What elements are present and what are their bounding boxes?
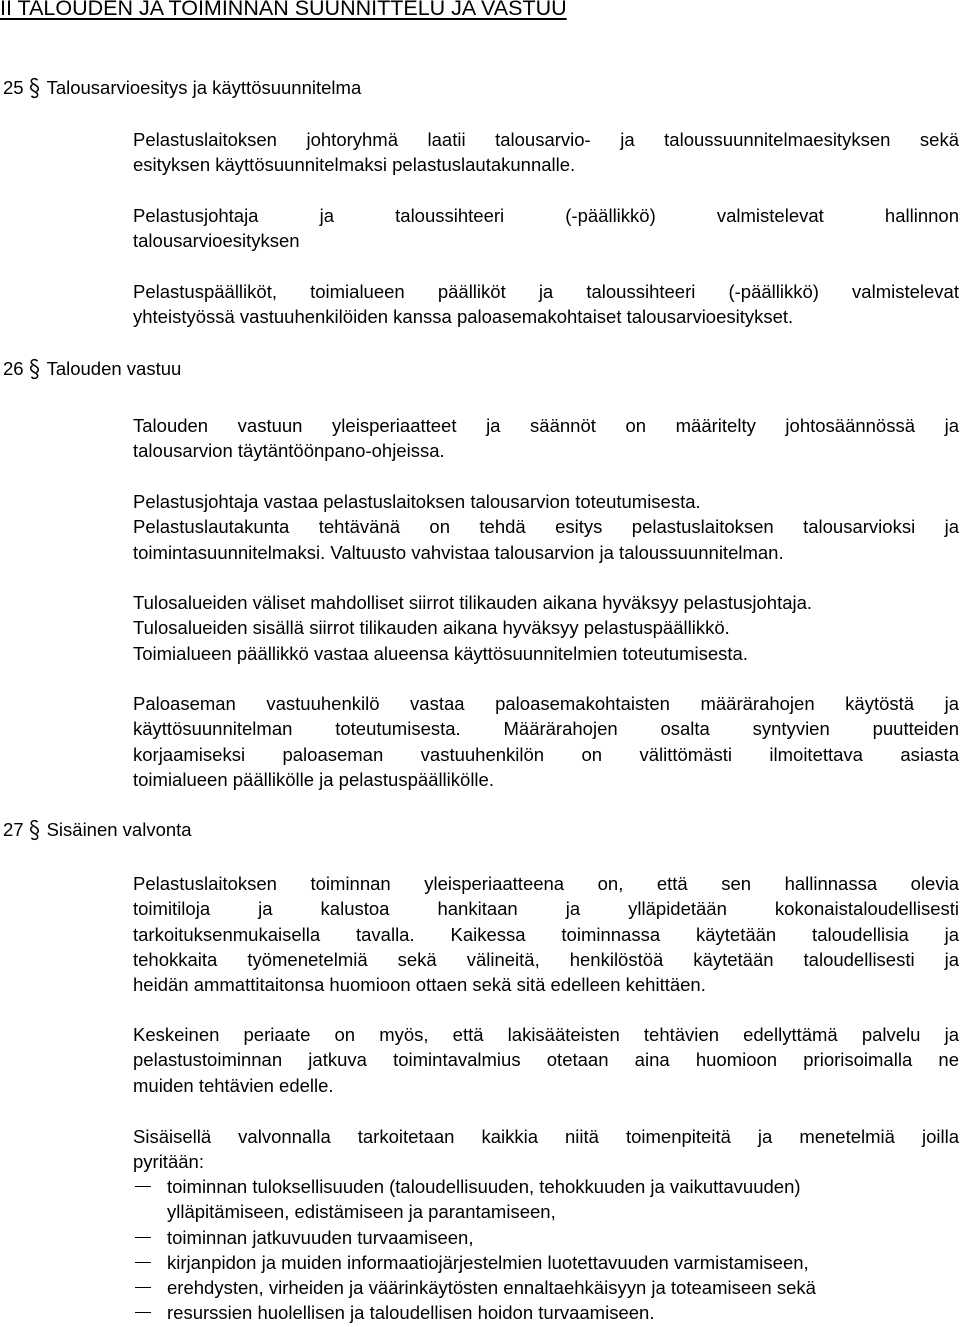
text-line: Pelastuslaitoksen toiminnan yleisperiaatteena on, että sen hallinnassa olevia: [133, 873, 959, 894]
text-line: Paloaseman vastuuhenkilö vastaa paloasemakohtaisten määrärahojen käytöstä ja: [133, 693, 959, 714]
text-line: Tulosalueiden väliset mahdolliset siirrot tilikauden aikana hyväksyy pelastusjohtaja.: [133, 592, 813, 613]
section-sign-icon: [27, 77, 42, 99]
text-line: Pelastuspäälliköt, toimialueen päälliköt ja taloussihteeri (-päällikkö) valmistelevat: [133, 281, 959, 302]
text-line: Keskeinen periaate on myös, että lakisääteisten tehtävien edellyttämä palvelu ja: [133, 1024, 959, 1045]
text-line: korjaamiseksi paloaseman vastuuhenkilön on välittömästi ilmoitettava asiasta: [133, 743, 959, 765]
section-title: Talousarvioesitys ja käyttösuunnitelma: [46, 77, 362, 98]
paragraph: [133, 279, 959, 330]
paragraph: [133, 1022, 959, 1098]
text-line: Talouden vastuun yleisperiaatteet ja säännöt on määritelty johtosäännössä ja: [133, 415, 959, 436]
list-item: [133, 1250, 959, 1275]
text-line: pyritään:: [133, 1151, 204, 1173]
paragraph: [133, 413, 959, 464]
text-line: tehokkaita työmenetelmiä sekä välineitä, henkilöstöä käytetään taloudellisesti ja: [133, 948, 959, 970]
section-number: 27: [3, 819, 24, 840]
text-line: resurssien huolellisen ja taloudellisen hoidon turvaamiseen.: [167, 1302, 655, 1324]
text-line: Sisäisellä valvonnalla tarkoitetaan kaikkia niitä toimenpiteitä ja menetelmiä joilla: [133, 1126, 959, 1147]
text-line: Pelastusjohtaja vastaa pelastuslaitoksen talousarvion toteutumisesta.: [133, 491, 701, 512]
dash-bullet-icon: [135, 1262, 151, 1263]
section-sign-icon: [27, 819, 42, 841]
dash-bullet-icon: [135, 1312, 151, 1313]
text-line: toimitiloja ja kalustoa hankitaan ja ylläpidetään kokonaistaloudellisesti: [133, 898, 959, 920]
text-line: Toimialueen päällikkö vastaa alueensa käyttösuunnitelmien toteutumisesta.: [133, 642, 748, 664]
section-number: 26: [3, 358, 24, 379]
text-line: Pelastusjohtaja ja taloussihteeri (-päällikkö) valmistelevat hallinnon: [133, 205, 959, 226]
text-line: yhteistyössä vastuuhenkilöiden kanssa paloasemakohtaiset talousarvioesitykset.: [133, 306, 794, 328]
dash-bullet-icon: [135, 1237, 151, 1238]
text-line: Pelastuslautakunta tehtävänä on tehdä esitys pelastuslaitoksen talousarvioksi ja: [133, 516, 959, 538]
dash-bullet-icon: [135, 1186, 151, 1187]
section-sign-icon: [27, 358, 42, 380]
text-line: erehdysten, virheiden ja väärinkäytösten ennaltaehkäisyyn ja toteamiseen sekä: [167, 1277, 816, 1299]
text-line: toiminnan jatkuvuuden turvaamiseen,: [167, 1226, 474, 1248]
text-line: tarkoituksenmukaisella tavalla. Kaikessa toiminnassa käytetään taloudellisia ja: [133, 923, 959, 945]
paragraph: [133, 871, 959, 997]
section-heading-27: [3, 818, 192, 842]
text-line: ylläpitämiseen, edistämiseen ja parantamiseen,: [167, 1201, 556, 1223]
list-item: [133, 1300, 959, 1325]
page-title: II TALOUDEN JA TOIMINNAN SUUNNITTELU JA VASTUU: [0, 0, 567, 20]
paragraph: [133, 1124, 959, 1175]
list-item: [133, 1275, 959, 1300]
list-item: [133, 1225, 959, 1250]
list-item: [133, 1174, 959, 1225]
text-line: kirjanpidon ja muiden informaatiojärjestelmien luotettavuuden varmistamiseen,: [167, 1251, 809, 1273]
text-line: esityksen käyttösuunnitelmaksi pelastuslautakunnalle.: [133, 154, 576, 176]
paragraph: [133, 203, 959, 254]
text-line: muiden tehtävien edelle.: [133, 1074, 334, 1096]
paragraph: [133, 590, 959, 666]
text-line: toimialueen päällikölle ja pelastuspäällikölle.: [133, 768, 494, 790]
section-title: Sisäinen valvonta: [46, 819, 192, 840]
text-line: Pelastuslaitoksen johtoryhmä laatii talousarvio- ja taloussuunnitelmaesityksen sekä: [133, 129, 959, 150]
text-line: Tulosalueiden sisällä siirrot tilikauden aikana hyväksyy pelastuspäällikkö.: [133, 617, 730, 639]
text-line: pelastustoiminnan jatkuva toimintavalmius otetaan aina huomioon priorisoimalla ne: [133, 1049, 959, 1071]
text-line: heidän ammattitaitonsa huomioon ottaen sekä sitä edelleen kehittäen.: [133, 974, 706, 996]
section-heading-25: [3, 76, 361, 100]
section-heading-26: [3, 357, 181, 381]
text-line: talousarvion täytäntöönpano-ohjeissa.: [133, 440, 445, 462]
paragraph: [133, 127, 959, 178]
text-line: toiminnan tuloksellisuuden (taloudellisuuden, tehokkuuden ja vaikuttavuuden): [167, 1176, 801, 1197]
section-number: 25: [3, 77, 24, 98]
section-title: Talouden vastuu: [46, 358, 182, 379]
dash-bullet-icon: [135, 1287, 151, 1288]
paragraph: [133, 489, 959, 565]
text-line: toimintasuunnitelmaksi. Valtuusto vahvistaa talousarvion ja taloussuunnitelman.: [133, 541, 784, 563]
text-line: talousarvioesityksen: [133, 230, 300, 252]
text-line: käyttösuunnitelman toteutumisesta. Määrärahojen osalta syntyvien puutteiden: [133, 718, 959, 740]
paragraph: [133, 691, 959, 792]
bullet-list: [133, 1174, 959, 1326]
